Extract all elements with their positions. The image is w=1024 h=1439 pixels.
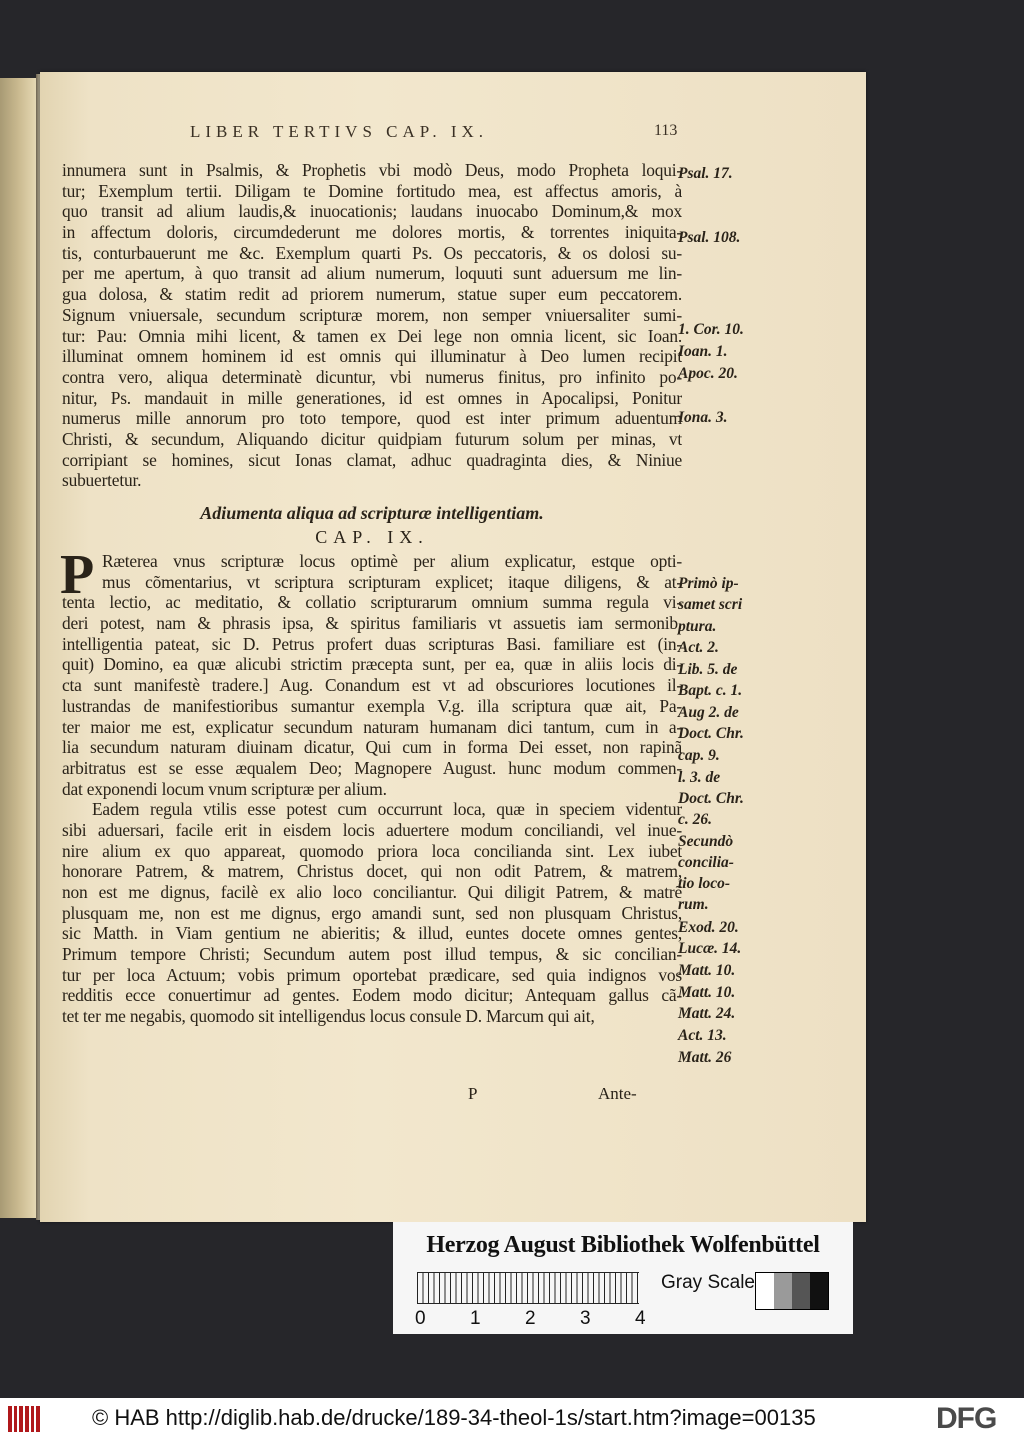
marginal-note: Primò ip-	[678, 575, 739, 592]
gray-swatch	[756, 1273, 774, 1309]
marginal-note: Lucæ. 14.	[678, 940, 742, 957]
marginal-note: Iona. 3.	[678, 409, 728, 426]
paragraph-3	[62, 799, 682, 1027]
marginal-note: Matt. 10.	[678, 984, 736, 1001]
text-line: tis, conturbauerunt me &c. Exemplum quarti Ps. Os peccatoris, & os dolosi su-	[62, 242, 682, 263]
footer-bar	[0, 1398, 1024, 1439]
text-line: lia secundum naturam diuinam dicatur, Qui cum in forma Dei esset, non rapinã	[62, 737, 682, 758]
paragraph-1	[62, 160, 682, 491]
text-line: Primum tempore Christi; Secundum autem post illud tempus, & sic concilian-	[62, 944, 682, 965]
text-line: honorare Patrem, & matrem, Christus docet, qui non odit Patrem, & matrem,	[62, 861, 682, 882]
text-line: numerus mille annorum pro toto tempore, quod est inter primum aduentum	[62, 408, 682, 429]
text-line: plusquam me, non est me dignus, ergo amandi sunt, sed non plusquam Christus,	[62, 902, 682, 923]
hab-logo-icon	[8, 1406, 40, 1432]
section-heading: Adiumenta aliqua ad scripturæ intelligentiam.	[200, 503, 544, 523]
text-line: per me apertum, à quo transit ad alium numerum, loquuti sunt aduersum me lin-	[62, 263, 682, 284]
text-line: nire alium ex quo appareat, quomodo priora loca concilianda sint. Lex iubet	[62, 840, 682, 861]
text-line: Eadem regula vtilis esse potest cum occurrunt loca, quæ in speciem videntur	[92, 799, 682, 820]
marginal-note: l. 3. de	[678, 769, 721, 786]
gray-swatch	[792, 1273, 810, 1309]
text-line: intelligentia pateat, sic D. Petrus profert duas scripturas Basi. familiare est (in-	[62, 633, 682, 654]
gray-swatch	[774, 1273, 792, 1309]
scale-number: 4	[635, 1308, 646, 1329]
text-line: contra vero, aliqua determinatè dicuntur, vbi numerus finitus, pro infinito po-	[62, 366, 682, 387]
scale-number: 0	[415, 1308, 426, 1329]
text-line: Signum vniuersale, secundum scripturæ morem, non semper vniuersaliter sumi-	[62, 304, 682, 325]
marginal-note: Exod. 20.	[678, 919, 739, 936]
text-line: mus cõmentarius, vt scriptura scripturam explicet; itaque diligens, & at-	[102, 571, 682, 592]
copyright-url[interactable]: © HAB http://diglib.hab.de/drucke/189-34-theol-1s/start.htm?image=00135	[92, 1405, 816, 1430]
text-line: dat exponendi locum vnum scripturæ per alium.	[62, 778, 387, 799]
marginal-note: concilia-	[678, 854, 734, 871]
marginal-note: ptura.	[678, 618, 717, 635]
marginal-note: 1. Cor. 10.	[678, 321, 744, 338]
text-line: subuertetur.	[62, 470, 142, 491]
text-line: corripiant se homines, sicut Ionas clamat, adhuc quadraginta dies, & Niniue	[62, 449, 682, 470]
marginal-note: Aug 2. de	[678, 704, 739, 721]
text-line: sic Matth. in Viam gentium ne abieritis; & illud, euntes docete omnes gentes,	[62, 923, 682, 944]
text-line: innumera sunt in Psalmis, & Prophetis vbi modò Deus, modo Propheta loqui-	[62, 160, 682, 180]
marginal-note: Bapt. c. 1.	[678, 682, 743, 699]
marginal-note: tio loco-	[678, 875, 731, 892]
chapter-label: CAP. IX.	[315, 527, 429, 547]
library-title: Herzog August Bibliothek Wolfenbüttel	[426, 1232, 820, 1258]
text-line: ter maior me est, explicatur secundum naturam humanam dici tantum, cum in a-	[62, 716, 682, 737]
text-line: tur; Exemplum tertii. Diligam te Domine fortitudo mea, est affectus amoris, à	[62, 180, 682, 201]
gray-scale-label: Gray Scale	[661, 1272, 755, 1293]
gray-scale-strip	[755, 1272, 829, 1310]
text-line: in affectum doloris, circumdederunt me dolores mortis, & torrentes iniquita-	[62, 222, 682, 243]
signature-mark: P	[468, 1084, 478, 1103]
color-calibration-card	[393, 1222, 853, 1334]
marginal-note: Ioan. 1.	[678, 343, 728, 360]
text-line: tet ter me negabis, quomodo sit intelligendus locus consule D. Marcum qui ait,	[62, 1006, 595, 1027]
catchword: Ante-	[598, 1084, 637, 1103]
text-line: redditis ecce conuertimur ad gentes. Eodem modo dicitur; Antequam gallus cã-	[62, 985, 682, 1006]
scale-ruler	[417, 1272, 639, 1304]
marginal-note: Psal. 17.	[678, 165, 733, 182]
text-line: illuminat omnem hominem id est omnis qui illuminatur à Deo lumen recipit	[62, 346, 682, 367]
gray-swatch	[810, 1273, 828, 1309]
left-page-edge	[0, 78, 40, 1218]
text-line: non est me dignus, facilè ex alio loco conciliantur. Qui diligit Patrem, & matrẽ	[62, 882, 682, 902]
marginal-note: Secundò	[678, 833, 734, 850]
text-line: tur: Pau: Omnia mihi licent, & tamen ex Dei lege non omnia licent, sic Ioan.	[62, 325, 682, 346]
text-line: tur per loca Actuum; vobis primum oportebat prædicare, sed quia indignos vos	[62, 964, 682, 985]
marginal-note: Lib. 5. de	[678, 661, 738, 678]
marginal-note: samet scri	[678, 596, 743, 613]
marginal-note: Doct. Chr.	[678, 725, 744, 742]
text-line: lustrandas de manifestioribus sumantur exempla V.g. illa scriptura quæ ait, Pa-	[62, 695, 682, 716]
text-line: quo transit ad alium laudis,& inuocationis; laudans inuocabo Dominum,& mox	[62, 201, 682, 222]
marginal-note: Matt. 24.	[678, 1005, 736, 1022]
marginal-note: Psal. 108.	[678, 229, 741, 246]
scale-number: 2	[525, 1308, 536, 1329]
marginal-note: Act. 2.	[678, 639, 719, 656]
dropcap-initial: P	[60, 544, 95, 606]
dfg-logo: DFG	[936, 1402, 997, 1435]
marginal-note: Matt. 10.	[678, 962, 736, 979]
text-line: sibi aduersari, facile erit in eisdem locis aduertere modum conciliandi, vel inue-	[62, 819, 682, 840]
text-line: deri potest, nam & phrasis ipsa, & spiritus familiaris vt assuetis iam sermonib.	[62, 613, 682, 634]
text-line: cta sunt manifestè tradere.] Aug. Conandum est vt ad obscuriores locutiones il-	[62, 675, 682, 696]
text-block	[62, 160, 682, 1027]
marginal-note: Apoc. 20.	[678, 365, 738, 382]
marginal-note: cap. 9.	[678, 747, 720, 764]
marginal-note: Matt. 26	[678, 1049, 732, 1066]
text-line: Christi, & secundum, Aliquando dicitur quidpiam futurum solum per minas, vt	[62, 428, 682, 449]
text-line: tenta lectio, ac meditatio, & collatio scripturarum omnium summa regula vi-	[62, 592, 682, 613]
marginal-note: Act. 13.	[678, 1027, 727, 1044]
paragraph-2	[60, 544, 682, 799]
book-page	[40, 72, 866, 1222]
marginal-note: Doct. Chr.	[678, 790, 744, 807]
scale-number: 3	[580, 1308, 591, 1329]
running-head: LIBER TERTIVS CAP. IX.	[190, 122, 489, 141]
marginal-note: c. 26.	[678, 811, 713, 828]
text-line: quit) Domino, ea quæ alicubi strictim præcepta sunt, per ea, quæ in aliis locis di-	[62, 654, 682, 675]
text-line: gua dolosa, & statim redit ad priorem numerum, statue super eum peccatorem.	[62, 284, 682, 305]
marginal-note: rum.	[678, 896, 709, 913]
text-line: Ræterea vnus scripturæ locus optimè per alium explicatur, estque opti-	[102, 551, 682, 571]
text-line: arbitratus est se esse æqualem Deo; Magnopere August. hunc modum commen-	[62, 757, 682, 778]
folio-number: 113	[654, 122, 678, 139]
text-line: nitur, Ps. mandauit in mille generationes, id est omnes in Apocalipsi, Ponitur	[62, 387, 682, 408]
scale-number: 1	[470, 1308, 481, 1329]
